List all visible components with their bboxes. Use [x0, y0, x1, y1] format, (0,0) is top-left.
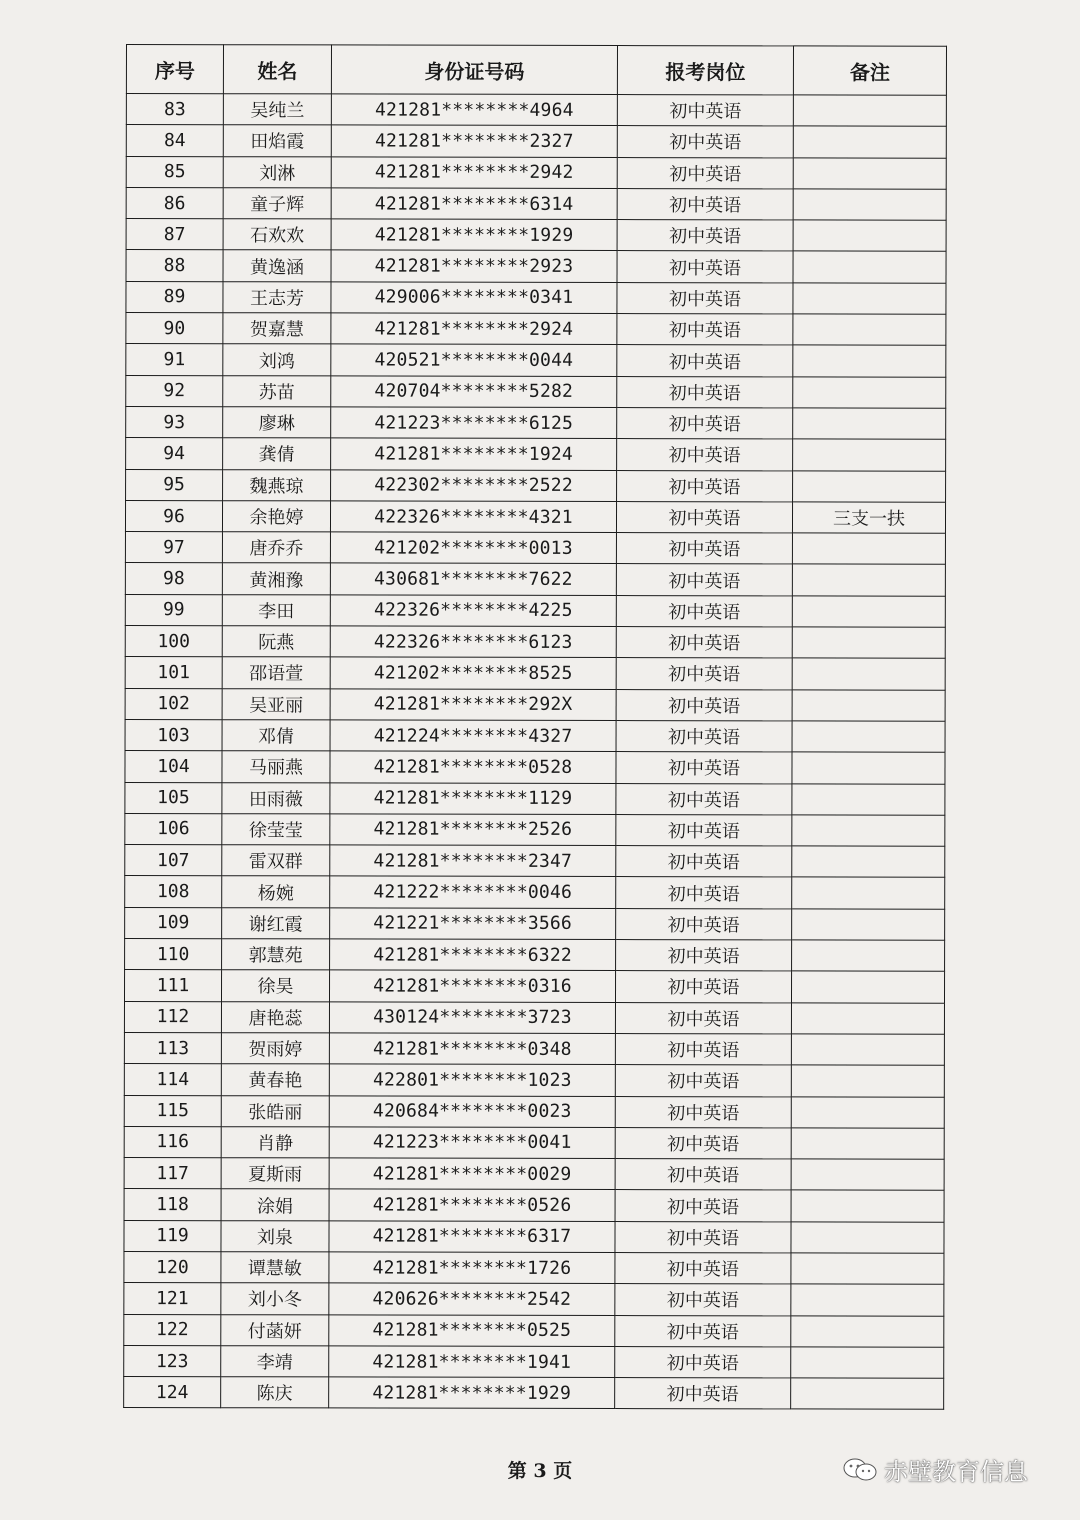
- cell-position: 初中英语: [616, 940, 792, 972]
- cell-remarks: [791, 1065, 944, 1097]
- table-row: [124, 1314, 944, 1347]
- table-row: [126, 469, 946, 502]
- watermark: [842, 1452, 1028, 1487]
- cell-position: 初中英语: [616, 846, 792, 878]
- table-row: [125, 782, 945, 815]
- cell-position: 初中英语: [615, 1190, 791, 1222]
- cell-remarks: [792, 940, 945, 972]
- cell-name: 肖静: [221, 1126, 329, 1158]
- cell-serial: 115: [124, 1095, 221, 1126]
- cell-id-number: 421223********6125: [331, 407, 617, 439]
- cell-serial: 103: [125, 719, 222, 750]
- cell-name: 付菡妍: [221, 1314, 329, 1346]
- cell-name: 田雨薇: [222, 782, 330, 814]
- cell-id-number: 421281********4964: [331, 94, 617, 126]
- cell-remarks: [791, 1315, 944, 1347]
- cell-serial: 84: [126, 125, 223, 156]
- cell-name: 刘淋: [223, 156, 331, 188]
- header-name: 姓名: [223, 45, 331, 94]
- header-id-number: 身份证号码: [331, 45, 617, 95]
- cell-id-number: 421221********3566: [330, 908, 616, 940]
- cell-id-number: 421281********6322: [330, 939, 616, 971]
- cell-remarks: [791, 1003, 944, 1035]
- cell-name: 刘鸿: [223, 344, 331, 376]
- cell-remarks: [792, 533, 945, 565]
- cell-position: 初中英语: [617, 157, 793, 189]
- cell-id-number: 421281********0528: [330, 751, 616, 783]
- cell-position: 初中英语: [616, 689, 792, 721]
- table-row: [124, 1189, 944, 1222]
- cell-serial: 118: [124, 1189, 221, 1221]
- cell-name: 刘小冬: [221, 1283, 329, 1315]
- cell-remarks: [791, 1128, 944, 1160]
- cell-position: 初中英语: [617, 220, 793, 252]
- wechat-icon: [842, 1457, 878, 1483]
- cell-serial: 121: [124, 1283, 221, 1315]
- cell-remarks: [793, 314, 946, 346]
- cell-position: 初中英语: [616, 627, 792, 659]
- cell-id-number: 421281********2347: [330, 845, 616, 877]
- cell-id-number: 420704********5282: [331, 376, 617, 408]
- cell-remarks: [792, 846, 945, 878]
- cell-id-number: 421281********0348: [329, 1033, 615, 1065]
- cell-remarks: [792, 752, 945, 784]
- cell-name: 余艳婷: [222, 501, 330, 533]
- table-row: [124, 1126, 944, 1159]
- cell-name: 涂娟: [221, 1189, 329, 1221]
- cell-id-number: 421223********0041: [329, 1127, 615, 1159]
- cell-serial: 90: [126, 313, 223, 344]
- cell-position: 初中英语: [616, 908, 792, 940]
- cell-serial: 104: [125, 751, 222, 782]
- cell-position: 初中英语: [616, 752, 792, 784]
- cell-id-number: 421281********1129: [330, 782, 616, 814]
- table-row: [124, 1345, 944, 1378]
- cell-id-number: 420521********0044: [331, 344, 617, 376]
- table-row: [126, 125, 946, 158]
- cell-name: 童子辉: [223, 188, 331, 220]
- cell-name: 吴亚丽: [222, 688, 330, 720]
- cell-name: 石欢欢: [223, 219, 331, 251]
- cell-position: 初中英语: [615, 1065, 791, 1097]
- cell-name: 黄湘豫: [222, 563, 330, 595]
- table-row: [125, 907, 945, 940]
- cell-id-number: 421281********2924: [331, 313, 617, 345]
- cell-id-number: 421202********0013: [330, 532, 616, 564]
- header-position: 报考岗位: [617, 46, 793, 95]
- cell-id-number: 421281********1929: [329, 1377, 615, 1409]
- cell-name: 李靖: [221, 1346, 329, 1378]
- cell-remarks: [793, 439, 946, 471]
- cell-remarks: [793, 189, 946, 221]
- cell-serial: 110: [125, 939, 222, 970]
- table-row: [126, 156, 946, 189]
- cell-remarks: [793, 220, 946, 252]
- cell-serial: 87: [126, 219, 223, 250]
- cell-name: 贺雨婷: [221, 1033, 329, 1065]
- cell-position: 初中英语: [617, 345, 793, 377]
- cell-remarks: [793, 126, 946, 158]
- table-row: [125, 751, 945, 784]
- table-row: [124, 1377, 944, 1410]
- cell-remarks: [791, 1034, 944, 1066]
- table-row: [126, 281, 946, 314]
- table-row: [126, 250, 946, 283]
- cell-serial: 124: [124, 1377, 221, 1408]
- cell-position: 初中英语: [617, 376, 793, 408]
- watermark-text: 赤壁教育信息: [884, 1458, 1028, 1486]
- cell-serial: 111: [124, 970, 221, 1001]
- cell-name: 马丽燕: [222, 751, 330, 783]
- cell-name: 郭慧苑: [222, 939, 330, 971]
- cell-remarks: [792, 690, 945, 722]
- cell-position: 初中英语: [615, 971, 791, 1003]
- cell-position: 初中英语: [615, 1002, 791, 1034]
- cell-id-number: 421281********6314: [331, 188, 617, 220]
- cell-id-number: 421281********1924: [331, 438, 617, 470]
- cell-serial: 94: [126, 438, 223, 469]
- cell-serial: 95: [126, 469, 223, 500]
- cell-remarks: [793, 251, 946, 283]
- cell-name: 田焰霞: [223, 125, 331, 157]
- table-row: [126, 344, 946, 377]
- cell-id-number: 421281********1941: [329, 1346, 615, 1378]
- cell-position: 初中英语: [615, 1159, 791, 1191]
- cell-id-number: 429006********0341: [331, 282, 617, 314]
- cell-remarks: [791, 1347, 944, 1379]
- cell-id-number: 421281********2327: [331, 125, 617, 157]
- cell-id-number: 421281********292X: [330, 689, 616, 721]
- cell-position: 初中英语: [616, 720, 792, 752]
- cell-position: 初中英语: [616, 595, 792, 627]
- cell-id-number: 430124********3723: [329, 1002, 615, 1034]
- table-row: [125, 939, 945, 972]
- cell-name: 龚倩: [223, 438, 331, 470]
- cell-position: 初中英语: [617, 126, 793, 158]
- cell-id-number: 422801********1023: [329, 1064, 615, 1096]
- cell-id-number: 421281********0316: [329, 970, 615, 1002]
- table-row: [126, 438, 946, 471]
- cell-name: 黄逸涵: [223, 250, 331, 282]
- table-header-row: [126, 45, 946, 96]
- cell-id-number: 420626********2542: [329, 1283, 615, 1315]
- cell-serial: 91: [126, 344, 223, 375]
- cell-serial: 119: [124, 1220, 221, 1252]
- cell-position: 初中英语: [615, 1253, 791, 1285]
- table-row: [124, 1064, 944, 1097]
- cell-id-number: 421281********1929: [331, 219, 617, 251]
- cell-name: 黄春艳: [221, 1064, 329, 1096]
- cell-serial: 107: [125, 845, 222, 877]
- cell-position: 初中英语: [617, 95, 793, 127]
- cell-name: 谢红霞: [222, 907, 330, 939]
- cell-name: 夏斯雨: [221, 1158, 329, 1190]
- table-row: [125, 500, 945, 533]
- cell-id-number: 421281********1726: [329, 1252, 615, 1284]
- cell-serial: 108: [125, 876, 222, 908]
- cell-remarks: [791, 1190, 944, 1222]
- table-row: [124, 970, 944, 1003]
- cell-name: 杨婉: [222, 876, 330, 908]
- cell-remarks: [793, 283, 946, 315]
- candidate-table: [123, 44, 947, 1410]
- cell-position: 初中英语: [616, 501, 792, 533]
- cell-remarks: [792, 596, 945, 628]
- cell-id-number: 421281********2942: [331, 157, 617, 189]
- cell-position: 初中英语: [617, 282, 793, 314]
- cell-id-number: 422326********4321: [330, 501, 616, 533]
- cell-remarks: [792, 815, 945, 847]
- cell-position: 初中英语: [617, 251, 793, 283]
- table-row: [125, 563, 945, 596]
- cell-serial: 109: [125, 907, 222, 939]
- cell-name: 徐莹莹: [222, 814, 330, 846]
- cell-name: 阮燕: [222, 626, 330, 658]
- cell-remarks: [792, 627, 945, 659]
- table-row: [125, 845, 945, 878]
- cell-remarks: [792, 877, 945, 909]
- cell-name: 谭慧敏: [221, 1252, 329, 1284]
- table-row: [124, 1251, 944, 1284]
- cell-position: 初中英语: [615, 1127, 791, 1159]
- table-row: [124, 1032, 944, 1065]
- cell-name: 魏燕琼: [223, 469, 331, 501]
- header-serial: 序号: [126, 45, 223, 94]
- table-row: [125, 876, 945, 909]
- cell-position: 初中英语: [616, 877, 792, 909]
- cell-name: 刘泉: [221, 1220, 329, 1252]
- cell-id-number: 422326********6123: [330, 626, 616, 658]
- cell-remarks: [792, 564, 945, 596]
- cell-remarks: [791, 1159, 944, 1191]
- table-body: [124, 94, 947, 1410]
- cell-position: 初中英语: [616, 533, 792, 565]
- table-row: [125, 657, 945, 690]
- cell-remarks: [793, 470, 946, 502]
- cell-position: 初中英语: [616, 783, 792, 815]
- cell-serial: 101: [125, 657, 222, 689]
- cell-serial: 93: [126, 406, 223, 437]
- cell-serial: 86: [126, 187, 223, 218]
- cell-name: 徐昊: [221, 970, 329, 1002]
- cell-id-number: 421224********4327: [330, 720, 616, 752]
- cell-name: 张皓丽: [221, 1095, 329, 1127]
- cell-remarks: [793, 377, 946, 409]
- cell-serial: 113: [124, 1032, 221, 1064]
- table-row: [125, 594, 945, 627]
- cell-serial: 89: [126, 281, 223, 312]
- cell-remarks: [791, 971, 944, 1003]
- cell-name: 雷双群: [222, 845, 330, 877]
- table-row: [126, 219, 946, 252]
- cell-name: 唐艳蕊: [221, 1001, 329, 1033]
- cell-position: 初中英语: [617, 439, 793, 471]
- cell-position: 初中英语: [615, 1346, 791, 1378]
- cell-id-number: 420684********0023: [329, 1095, 615, 1127]
- cell-serial: 96: [125, 500, 222, 531]
- cell-id-number: 421202********8525: [330, 657, 616, 689]
- cell-id-number: 421281********0526: [329, 1189, 615, 1221]
- cell-serial: 92: [126, 375, 223, 406]
- cell-remarks: [793, 95, 946, 127]
- cell-name: 唐乔乔: [222, 532, 330, 564]
- cell-serial: 99: [125, 594, 222, 626]
- table-row: [125, 626, 945, 659]
- cell-name: 廖琳: [223, 407, 331, 439]
- table-row: [124, 1095, 944, 1128]
- cell-position: 初中英语: [615, 1096, 791, 1128]
- cell-name: 邓倩: [222, 720, 330, 752]
- cell-id-number: 421281********2526: [330, 814, 616, 846]
- cell-position: 初中英语: [617, 314, 793, 346]
- cell-serial: 97: [125, 532, 222, 563]
- cell-remarks: [792, 721, 945, 753]
- cell-remarks: [791, 1253, 944, 1285]
- cell-serial: 105: [125, 782, 222, 813]
- cell-name: 贺嘉慧: [223, 313, 331, 345]
- table-row: [124, 1001, 944, 1034]
- table-row: [125, 688, 945, 721]
- cell-serial: 88: [126, 250, 223, 281]
- table-row: [124, 1220, 944, 1253]
- cell-position: 初中英语: [615, 1378, 791, 1410]
- cell-position: 初中英语: [617, 188, 793, 220]
- cell-remarks: [792, 658, 945, 690]
- table-row: [126, 406, 946, 439]
- table-row: [125, 532, 945, 565]
- cell-serial: 116: [124, 1126, 221, 1158]
- cell-name: 李田: [222, 594, 330, 626]
- cell-name: 王志芳: [223, 281, 331, 313]
- cell-remarks: [791, 1284, 944, 1316]
- table-row: [125, 719, 945, 752]
- cell-remarks: [793, 345, 946, 377]
- table-row: [126, 375, 946, 408]
- cell-serial: 123: [124, 1345, 221, 1377]
- cell-name: 吴纯兰: [223, 94, 331, 126]
- cell-position: 初中英语: [615, 1284, 791, 1316]
- cell-position: 初中英语: [615, 1315, 791, 1347]
- cell-serial: 102: [125, 688, 222, 719]
- cell-position: 初中英语: [617, 470, 793, 502]
- cell-serial: 106: [125, 813, 222, 844]
- cell-id-number: 421281********6317: [329, 1221, 615, 1253]
- cell-serial: 100: [125, 626, 222, 658]
- cell-position: 初中英语: [616, 658, 792, 690]
- cell-position: 初中英语: [616, 814, 792, 846]
- cell-id-number: 422326********4225: [330, 595, 616, 627]
- cell-position: 初中英语: [617, 407, 793, 439]
- cell-remarks: [791, 1378, 944, 1410]
- page-number: 第 3 页: [507, 1460, 573, 1482]
- cell-serial: 98: [125, 563, 222, 594]
- cell-remarks: [793, 157, 946, 189]
- cell-serial: 120: [124, 1251, 221, 1283]
- cell-remarks: [793, 408, 946, 440]
- table-row: [125, 813, 945, 846]
- cell-id-number: 421281********0029: [329, 1158, 615, 1190]
- cell-position: 初中英语: [615, 1221, 791, 1253]
- cell-id-number: 421281********2923: [331, 250, 617, 282]
- cell-remarks: [791, 1222, 944, 1254]
- cell-id-number: 421222********0046: [330, 876, 616, 908]
- cell-remarks: [792, 909, 945, 941]
- cell-name: 苏苗: [223, 375, 331, 407]
- cell-id-number: 422302********2522: [331, 469, 617, 501]
- cell-serial: 85: [126, 156, 223, 187]
- table-row: [124, 1158, 944, 1191]
- cell-name: 陈庆: [221, 1377, 329, 1409]
- cell-serial: 114: [124, 1064, 221, 1096]
- cell-serial: 112: [124, 1001, 221, 1032]
- cell-remarks: [791, 1096, 944, 1128]
- table-row: [126, 187, 946, 220]
- header-remarks: 备注: [793, 46, 946, 95]
- table-row: [126, 313, 946, 346]
- table-row: [126, 94, 946, 127]
- table-row: [124, 1283, 944, 1316]
- cell-remarks: 三支一扶: [792, 502, 945, 534]
- cell-remarks: [792, 783, 945, 815]
- cell-position: 初中英语: [616, 564, 792, 596]
- cell-serial: 117: [124, 1158, 221, 1189]
- cell-id-number: 421281********0525: [329, 1315, 615, 1347]
- cell-serial: 122: [124, 1314, 221, 1345]
- cell-id-number: 430681********7622: [330, 563, 616, 595]
- cell-name: 邵语萱: [222, 657, 330, 689]
- cell-position: 初中英语: [615, 1033, 791, 1065]
- cell-serial: 83: [126, 94, 223, 125]
